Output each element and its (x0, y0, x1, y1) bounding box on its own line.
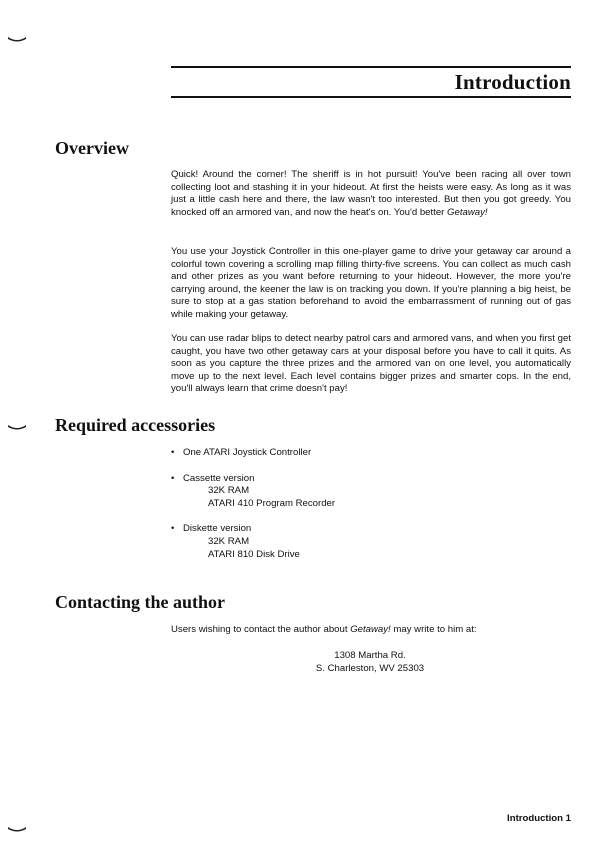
overview-heading: Overview (55, 138, 129, 158)
page-footer: Introduction 1 (507, 813, 571, 824)
margin-mark-middle (8, 424, 26, 430)
accessory-label: Cassette version (183, 472, 255, 484)
author-address (300, 650, 440, 675)
overview-paragraph-3: You can use radar blips to detect nearby patrol cars and armored vans, and when you first get caught, you have two other getaway cars at your disposal before you have to call it quits. As soon as you capture the three prizes and the armored van on one level, you automatically move up to the next level. Each level contains bigger prizes and smarter cops. In the end, you'll always learn that crime doesn't pay! (171, 333, 571, 395)
bullet-icon: • (171, 472, 175, 484)
overview-paragraph-2: You use your Joystick Controller in this one-player game to drive your getaway car around a colorful town covering a scrolling map filling thirty-five screens. You can collect as much cash and other prizes as you want before returning to your hideout. However, the more you're carrying around, the keener the law is on tracking you down. If you're planning a big heist, be sure to stop at a gas station beforehand to avoid the embarrassment of running out of gas while making your getaway. (171, 246, 571, 320)
accessory-detail: 32K RAM (208, 485, 250, 497)
bullet-icon: • (171, 447, 175, 458)
contact-text-after: may write to him at: (390, 624, 477, 635)
margin-mark-bottom (8, 826, 26, 832)
contact-text (171, 624, 477, 637)
accessory-label: Diskette version (183, 523, 252, 535)
contact-heading: Contacting the author (55, 592, 225, 612)
game-title-emphasis: Getaway! (447, 206, 488, 218)
accessories-heading: Required accessories (55, 415, 216, 435)
accessory-label: One ATARI Joystick Controller (183, 447, 312, 458)
overview-paragraph-1-text: Quick! Around the corner! The sheriff is in hot pursuit! You've been racing all over town collecting loot and stashing it in your hideout. At first the heists were easy. As long as it was just a little cash here and there, the law wasn't too interested. But then you got greedy. You knocked off an armored van, and now the heat's on. You'd better (171, 169, 571, 218)
accessory-item-joystick (171, 447, 335, 460)
title-rule-top (171, 66, 571, 68)
address-line-1: 1308 Martha Rd. (334, 650, 406, 661)
bullet-icon: • (171, 523, 175, 535)
contact-game-title: Getaway! (350, 624, 391, 635)
margin-mark-top (8, 36, 26, 42)
accessory-detail: 32K RAM (208, 535, 250, 547)
overview-paragraph-1 (171, 169, 571, 219)
accessory-detail: ATARI 810 Disk Drive (208, 548, 300, 560)
page-title: Introduction (454, 70, 571, 94)
accessory-item-diskette (171, 523, 335, 561)
accessories-list (171, 447, 335, 561)
contact-text-before: Users wishing to contact the author about (171, 624, 351, 635)
title-rule-bottom (171, 96, 571, 98)
accessory-item-cassette (171, 473, 335, 511)
address-line-2: S. Charleston, WV 25303 (315, 662, 425, 674)
accessory-detail: ATARI 410 Program Recorder (208, 497, 336, 509)
